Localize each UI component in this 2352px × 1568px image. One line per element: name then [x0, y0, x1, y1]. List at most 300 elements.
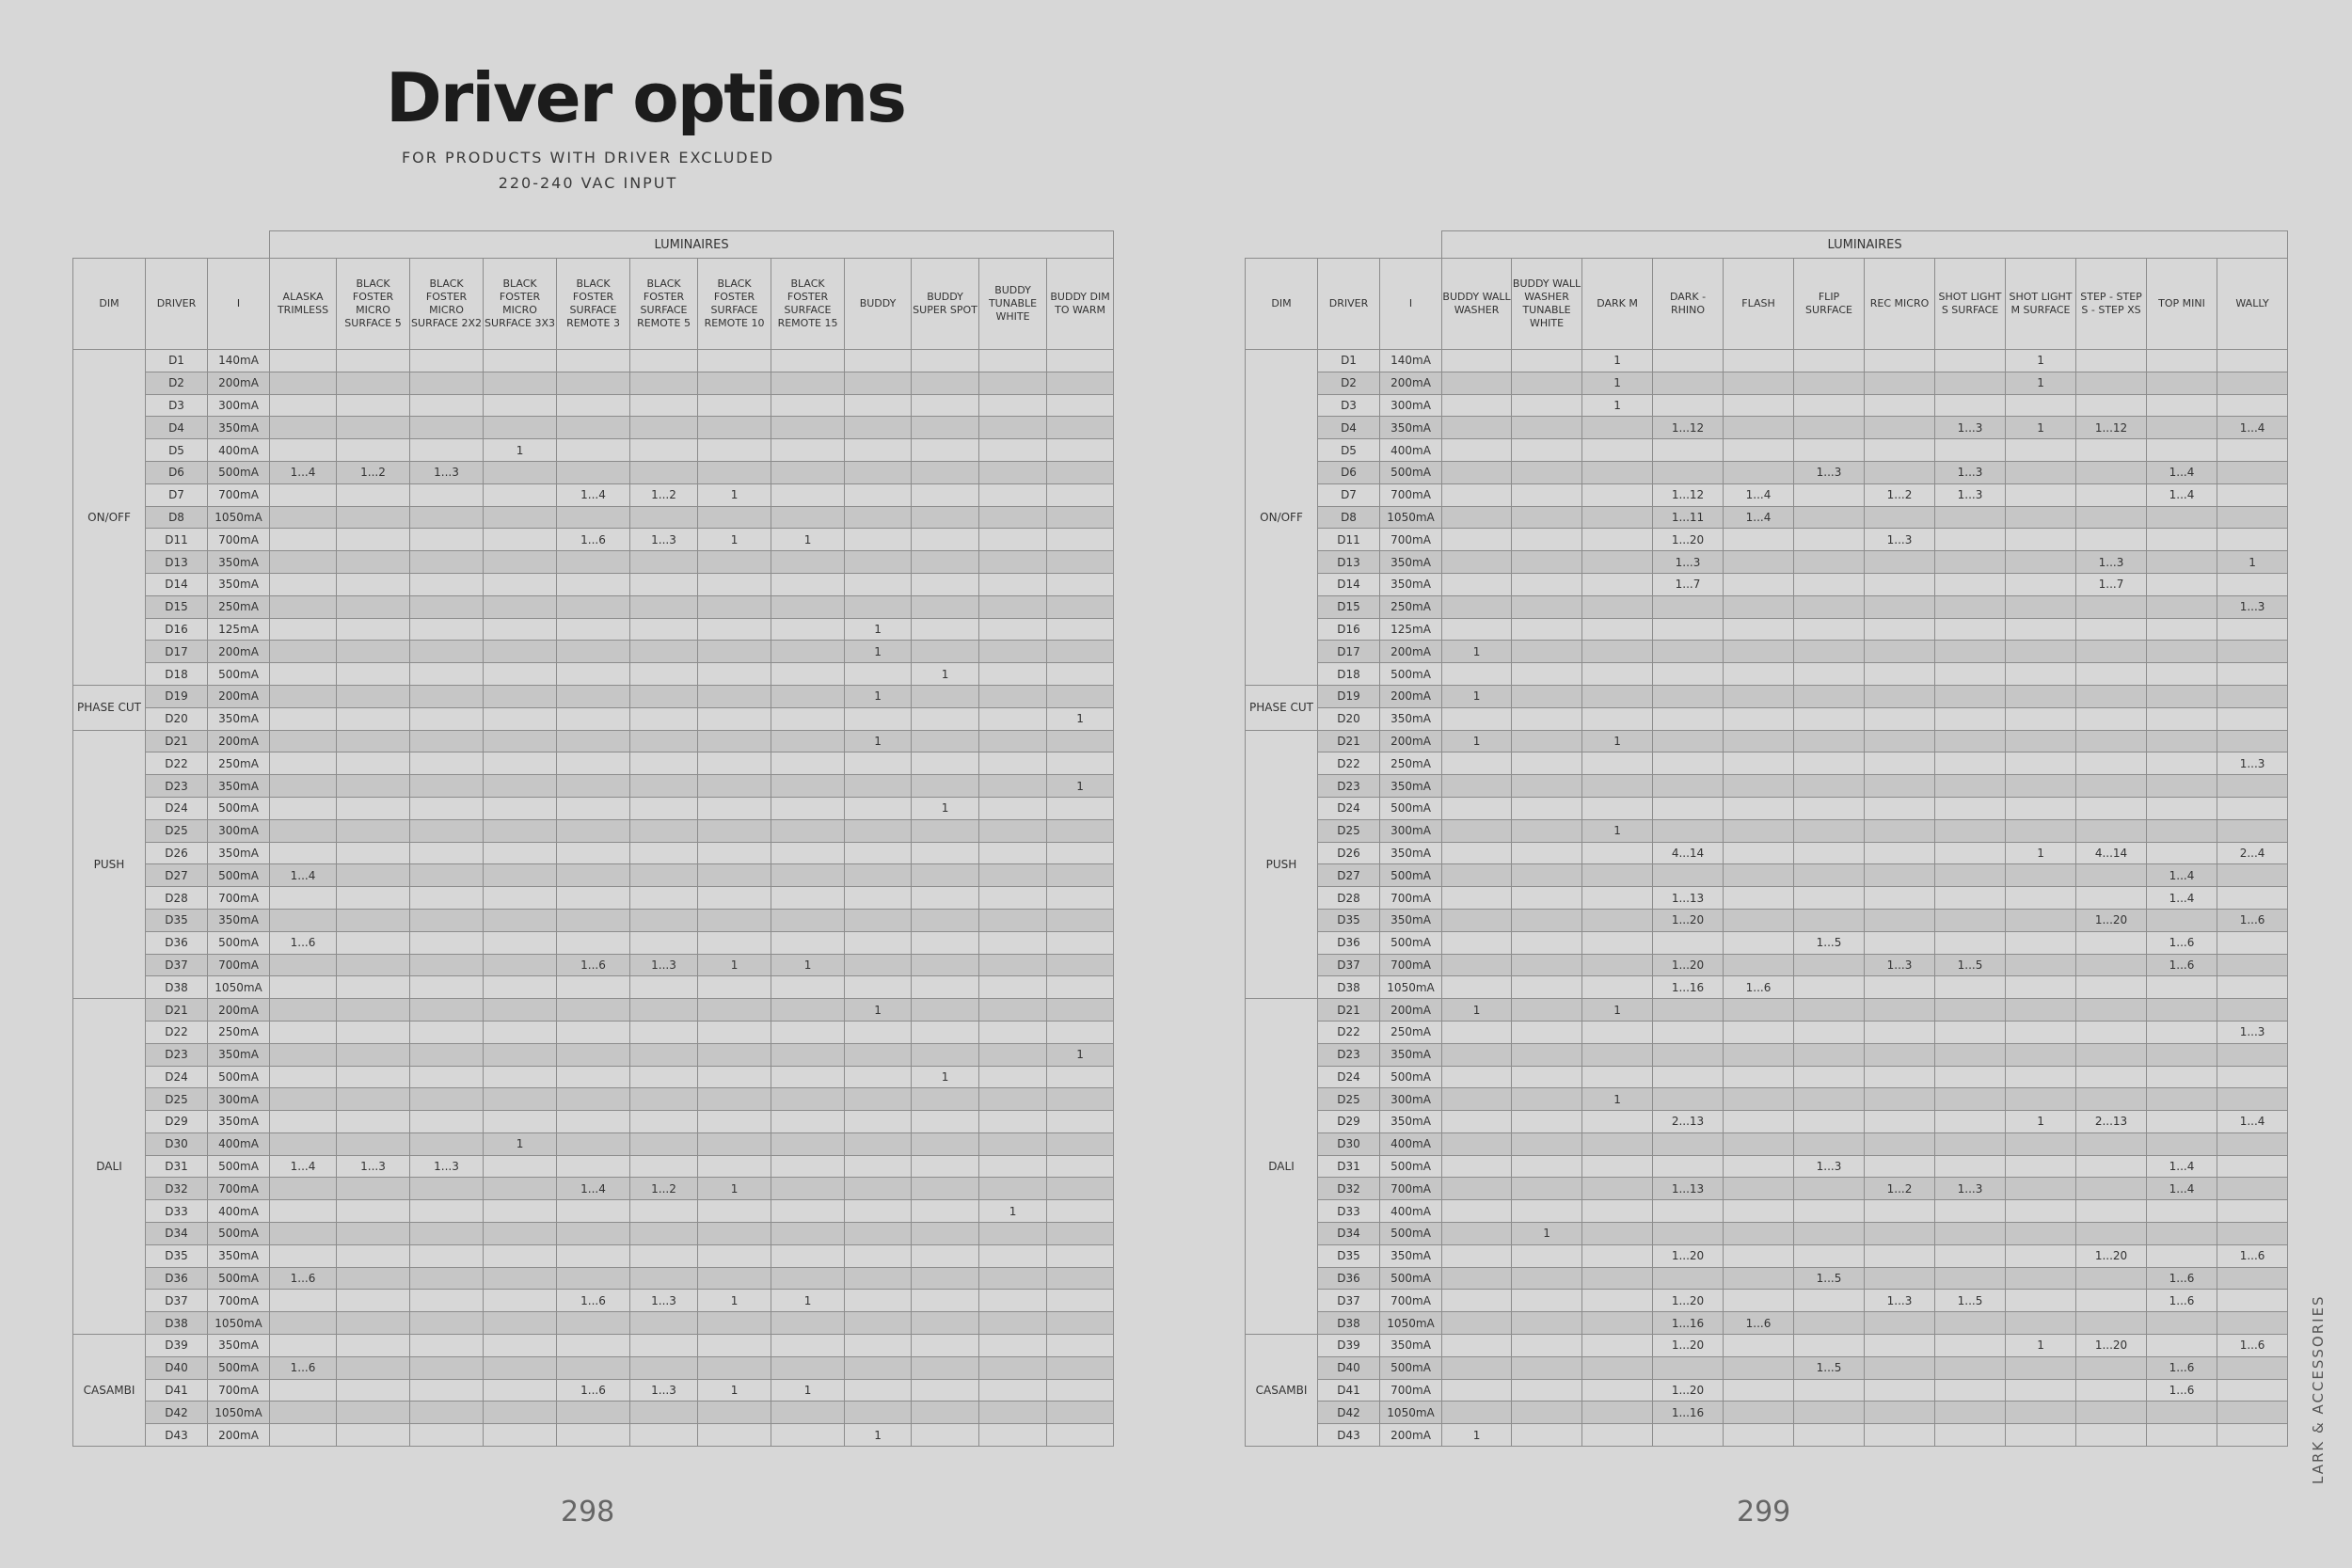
subtitle-products: FOR PRODUCTS WITH DRIVER EXCLUDED — [401, 149, 775, 166]
quantity-cell: 1...3 — [2076, 551, 2147, 574]
quantity-cell — [2006, 797, 2076, 819]
driver-code: D6 — [1318, 461, 1380, 483]
quantity-cell — [337, 1200, 410, 1223]
driver-current: 350mA — [208, 1043, 270, 1066]
quantity-cell — [1935, 707, 2006, 730]
quantity-cell — [484, 1178, 557, 1200]
quantity-cell — [2147, 1200, 2217, 1223]
quantity-cell — [912, 618, 979, 641]
quantity-cell — [270, 663, 337, 686]
quantity-cell — [698, 1066, 771, 1088]
driver-current: 200mA — [1380, 372, 1442, 394]
quantity-cell: 1 — [2006, 842, 2076, 864]
table-row — [1246, 1155, 2288, 1178]
table-row — [73, 954, 1114, 976]
driver-current: 700mA — [1380, 1290, 1442, 1312]
quantity-cell — [1582, 1402, 1653, 1424]
quantity-cell — [410, 775, 484, 798]
quantity-cell — [1047, 1111, 1114, 1133]
quantity-cell — [337, 529, 410, 551]
quantity-cell: 1 — [912, 797, 979, 819]
col-header-luminaire: SHOT LIGHT M SURFACE — [2006, 259, 2076, 350]
quantity-cell — [912, 775, 979, 798]
quantity-cell — [1512, 1424, 1582, 1447]
quantity-cell — [1047, 1335, 1114, 1357]
quantity-cell — [2147, 394, 2217, 417]
table-row — [1246, 864, 2288, 887]
quantity-cell — [1935, 1267, 2006, 1290]
driver-code: D22 — [146, 752, 208, 775]
quantity-cell — [2217, 529, 2288, 551]
quantity-cell — [630, 439, 698, 462]
quantity-cell — [2006, 1178, 2076, 1200]
quantity-cell — [2076, 819, 2147, 842]
quantity-cell — [771, 506, 845, 529]
quantity-cell — [2006, 663, 2076, 686]
quantity-cell: 1...3 — [2217, 752, 2288, 775]
quantity-cell — [1582, 506, 1653, 529]
quantity-cell — [1442, 1379, 1512, 1402]
table-row — [73, 1043, 1114, 1066]
quantity-cell — [1653, 618, 1724, 641]
quantity-cell — [912, 506, 979, 529]
quantity-cell — [1512, 707, 1582, 730]
table-row — [73, 999, 1114, 1022]
quantity-cell — [1442, 775, 1512, 798]
quantity-cell — [1442, 372, 1512, 394]
driver-code: D34 — [146, 1223, 208, 1245]
quantity-cell: 1 — [1442, 1424, 1512, 1447]
quantity-cell — [1865, 1379, 1935, 1402]
quantity-cell — [484, 1111, 557, 1133]
driver-code: D4 — [146, 417, 208, 439]
quantity-cell — [2076, 350, 2147, 372]
quantity-cell — [771, 864, 845, 887]
quantity-cell — [1047, 797, 1114, 819]
quantity-cell: 1...16 — [1653, 1312, 1724, 1335]
quantity-cell — [771, 439, 845, 462]
quantity-cell — [1653, 350, 1724, 372]
quantity-cell — [1047, 999, 1114, 1022]
quantity-cell — [337, 350, 410, 372]
quantity-cell — [1865, 1021, 1935, 1043]
quantity-cell — [1442, 1200, 1512, 1223]
quantity-cell — [630, 1356, 698, 1379]
quantity-cell — [557, 775, 630, 798]
quantity-cell — [484, 1312, 557, 1335]
quantity-cell — [270, 529, 337, 551]
quantity-cell — [1724, 1178, 1794, 1200]
quantity-cell — [912, 1379, 979, 1402]
quantity-cell — [484, 976, 557, 999]
quantity-cell — [2217, 976, 2288, 999]
table-row — [73, 529, 1114, 551]
quantity-cell — [484, 864, 557, 887]
quantity-cell — [1724, 1200, 1794, 1223]
quantity-cell — [1935, 1312, 2006, 1335]
quantity-cell — [337, 931, 410, 954]
quantity-cell — [1582, 707, 1653, 730]
driver-code: D27 — [146, 864, 208, 887]
quantity-cell — [771, 1244, 845, 1267]
quantity-cell — [1794, 439, 1865, 462]
quantity-cell: 1...20 — [1653, 1290, 1724, 1312]
driver-current: 350mA — [1380, 551, 1442, 574]
driver-code: D19 — [146, 685, 208, 707]
quantity-cell — [1794, 1223, 1865, 1245]
quantity-cell — [1047, 1088, 1114, 1111]
driver-current: 400mA — [1380, 1132, 1442, 1155]
table-row — [1246, 887, 2288, 910]
quantity-cell — [1047, 819, 1114, 842]
quantity-cell — [2147, 506, 2217, 529]
table-row — [1246, 529, 2288, 551]
quantity-cell — [337, 1356, 410, 1379]
quantity-cell — [912, 1088, 979, 1111]
quantity-cell — [1582, 1335, 1653, 1357]
quantity-cell — [557, 976, 630, 999]
quantity-cell — [698, 1356, 771, 1379]
quantity-cell — [557, 1312, 630, 1335]
quantity-cell — [1794, 1379, 1865, 1402]
quantity-cell — [2217, 954, 2288, 976]
driver-current: 300mA — [208, 1088, 270, 1111]
driver-current: 500mA — [1380, 1066, 1442, 1088]
driver-current: 500mA — [208, 1066, 270, 1088]
quantity-cell — [2217, 1267, 2288, 1290]
quantity-cell — [2076, 1424, 2147, 1447]
quantity-cell — [698, 730, 771, 752]
quantity-cell — [845, 864, 912, 887]
driver-current: 1050mA — [208, 976, 270, 999]
quantity-cell: 1...7 — [2076, 573, 2147, 595]
quantity-cell — [979, 976, 1047, 999]
quantity-cell — [1512, 1312, 1582, 1335]
quantity-cell — [337, 483, 410, 506]
quantity-cell — [1442, 1356, 1512, 1379]
quantity-cell: 1...3 — [630, 1290, 698, 1312]
quantity-cell — [484, 1424, 557, 1447]
quantity-cell — [1582, 417, 1653, 439]
quantity-cell — [630, 663, 698, 686]
quantity-cell — [270, 551, 337, 574]
driver-current: 200mA — [208, 1424, 270, 1447]
quantity-cell: 1 — [1582, 819, 1653, 842]
quantity-cell: 1...4 — [2147, 1178, 2217, 1200]
quantity-cell — [630, 1155, 698, 1178]
quantity-cell: 1...3 — [1653, 551, 1724, 574]
quantity-cell — [1582, 1356, 1653, 1379]
quantity-cell — [1047, 685, 1114, 707]
quantity-cell — [2076, 707, 2147, 730]
quantity-cell: 1 — [845, 618, 912, 641]
quantity-cell — [1512, 1132, 1582, 1155]
table-row — [1246, 663, 2288, 686]
quantity-cell — [410, 797, 484, 819]
quantity-cell — [1047, 350, 1114, 372]
quantity-cell — [1582, 909, 1653, 931]
quantity-cell — [2076, 954, 2147, 976]
quantity-cell — [2006, 506, 2076, 529]
quantity-cell — [2076, 372, 2147, 394]
driver-current: 350mA — [1380, 573, 1442, 595]
table-row — [1246, 1290, 2288, 1312]
table-row — [73, 1155, 1114, 1178]
quantity-cell — [410, 506, 484, 529]
quantity-cell — [2147, 797, 2217, 819]
quantity-cell — [2147, 1424, 2217, 1447]
quantity-cell — [2076, 999, 2147, 1022]
quantity-cell — [337, 707, 410, 730]
table-row — [73, 1178, 1114, 1200]
quantity-cell — [2217, 864, 2288, 887]
quantity-cell — [557, 685, 630, 707]
quantity-cell — [912, 372, 979, 394]
quantity-cell: 1...4 — [1724, 506, 1794, 529]
quantity-cell — [1047, 842, 1114, 864]
quantity-cell — [698, 506, 771, 529]
quantity-cell: 1...2 — [337, 461, 410, 483]
driver-current: 500mA — [208, 663, 270, 686]
quantity-cell — [630, 1335, 698, 1357]
quantity-cell — [1442, 1244, 1512, 1267]
quantity-cell: 1...4 — [2217, 417, 2288, 439]
table-row — [73, 931, 1114, 954]
quantity-cell — [1653, 707, 1724, 730]
quantity-cell — [1653, 1223, 1724, 1245]
quantity-cell — [630, 999, 698, 1022]
quantity-cell: 1...6 — [2147, 1290, 2217, 1312]
quantity-cell — [270, 1290, 337, 1312]
quantity-cell — [1653, 595, 1724, 618]
quantity-cell — [1935, 752, 2006, 775]
quantity-cell — [698, 864, 771, 887]
quantity-cell — [270, 350, 337, 372]
quantity-cell — [698, 1132, 771, 1155]
quantity-cell: 1 — [771, 529, 845, 551]
quantity-cell — [912, 819, 979, 842]
driver-code: D22 — [1318, 1021, 1380, 1043]
quantity-cell — [484, 417, 557, 439]
table-row — [1246, 730, 2288, 752]
driver-code: D23 — [146, 775, 208, 798]
quantity-cell — [912, 1200, 979, 1223]
quantity-cell — [1653, 1267, 1724, 1290]
quantity-cell — [630, 797, 698, 819]
quantity-cell — [2147, 707, 2217, 730]
quantity-cell — [771, 595, 845, 618]
quantity-cell — [698, 1111, 771, 1133]
quantity-cell — [557, 1043, 630, 1066]
quantity-cell — [410, 730, 484, 752]
quantity-cell — [2147, 752, 2217, 775]
quantity-cell — [337, 506, 410, 529]
quantity-cell — [771, 1043, 845, 1066]
quantity-cell — [557, 842, 630, 864]
quantity-cell — [698, 641, 771, 663]
quantity-cell — [1442, 439, 1512, 462]
quantity-cell — [1724, 1335, 1794, 1357]
quantity-cell — [1794, 887, 1865, 910]
quantity-cell — [270, 752, 337, 775]
quantity-cell — [410, 1132, 484, 1155]
quantity-cell — [845, 573, 912, 595]
quantity-cell: 1...6 — [270, 1356, 337, 1379]
quantity-cell — [2217, 1043, 2288, 1066]
quantity-cell: 1...2 — [630, 1178, 698, 1200]
quantity-cell — [1724, 663, 1794, 686]
driver-current: 500mA — [1380, 461, 1442, 483]
quantity-cell — [845, 417, 912, 439]
col-header-dim: DIM — [1246, 259, 1318, 350]
quantity-cell — [630, 1132, 698, 1155]
quantity-cell — [979, 685, 1047, 707]
quantity-cell — [1582, 1267, 1653, 1290]
quantity-cell — [270, 506, 337, 529]
quantity-cell — [337, 1066, 410, 1088]
driver-code: D8 — [1318, 506, 1380, 529]
quantity-cell — [698, 1244, 771, 1267]
col-header-luminaire: BUDDY DIM TO WARM — [1047, 259, 1114, 350]
quantity-cell — [1865, 707, 1935, 730]
quantity-cell — [557, 618, 630, 641]
quantity-cell — [2006, 819, 2076, 842]
quantity-cell — [1582, 439, 1653, 462]
table-row — [1246, 483, 2288, 506]
driver-code: D5 — [146, 439, 208, 462]
quantity-cell — [337, 1290, 410, 1312]
table-row — [1246, 461, 2288, 483]
quantity-cell — [1865, 663, 1935, 686]
quantity-cell: 1...12 — [1653, 417, 1724, 439]
quantity-cell — [698, 1312, 771, 1335]
quantity-cell — [270, 417, 337, 439]
quantity-cell — [845, 797, 912, 819]
quantity-cell — [557, 1200, 630, 1223]
quantity-cell — [1935, 1132, 2006, 1155]
quantity-cell — [484, 663, 557, 686]
quantity-cell — [1794, 1290, 1865, 1312]
quantity-cell — [1582, 1066, 1653, 1088]
dim-group-label: CASAMBI — [73, 1335, 146, 1447]
driver-code: D15 — [146, 595, 208, 618]
quantity-cell — [1047, 506, 1114, 529]
quantity-cell: 1 — [845, 685, 912, 707]
driver-code: D40 — [1318, 1356, 1380, 1379]
quantity-cell — [484, 1379, 557, 1402]
quantity-cell — [2076, 1267, 2147, 1290]
driver-code: D26 — [146, 842, 208, 864]
driver-code: D6 — [146, 461, 208, 483]
quantity-cell — [771, 999, 845, 1022]
quantity-cell — [1512, 618, 1582, 641]
quantity-cell — [1442, 1178, 1512, 1200]
driver-code: D36 — [146, 1267, 208, 1290]
quantity-cell — [1865, 887, 1935, 910]
driver-code: D26 — [1318, 842, 1380, 864]
table-row — [73, 1111, 1114, 1133]
driver-code: D25 — [146, 819, 208, 842]
quantity-cell — [557, 1424, 630, 1447]
driver-current: 300mA — [208, 394, 270, 417]
driver-current: 250mA — [208, 595, 270, 618]
quantity-cell — [2217, 775, 2288, 798]
quantity-cell — [1442, 506, 1512, 529]
driver-current: 250mA — [1380, 1021, 1442, 1043]
quantity-cell — [1512, 909, 1582, 931]
table-row — [73, 506, 1114, 529]
driver-current: 200mA — [208, 685, 270, 707]
quantity-cell — [1442, 350, 1512, 372]
quantity-cell — [410, 999, 484, 1022]
quantity-cell — [557, 551, 630, 574]
driver-current: 1050mA — [208, 1402, 270, 1424]
quantity-cell — [2147, 819, 2217, 842]
quantity-cell — [979, 1066, 1047, 1088]
driver-code: D38 — [146, 1312, 208, 1335]
driver-current: 300mA — [208, 819, 270, 842]
quantity-cell — [771, 551, 845, 574]
quantity-cell — [979, 1424, 1047, 1447]
quantity-cell: 1 — [771, 1290, 845, 1312]
quantity-cell: 1 — [698, 954, 771, 976]
driver-code: D24 — [1318, 797, 1380, 819]
quantity-cell: 1 — [1582, 999, 1653, 1022]
driver-code: D36 — [1318, 931, 1380, 954]
quantity-cell — [2217, 931, 2288, 954]
quantity-cell — [2076, 663, 2147, 686]
quantity-cell — [979, 663, 1047, 686]
driver-current: 700mA — [208, 1178, 270, 1200]
quantity-cell — [630, 842, 698, 864]
quantity-cell — [410, 595, 484, 618]
driver-current: 350mA — [208, 1111, 270, 1133]
quantity-cell: 1...4 — [2147, 483, 2217, 506]
quantity-cell — [1935, 976, 2006, 999]
quantity-cell — [698, 573, 771, 595]
quantity-cell — [2006, 529, 2076, 551]
driver-current: 350mA — [208, 1335, 270, 1357]
quantity-cell — [2217, 350, 2288, 372]
quantity-cell: 1 — [484, 1132, 557, 1155]
quantity-cell — [1724, 1424, 1794, 1447]
col-header-luminaire: BUDDY TUNABLE WHITE — [979, 259, 1047, 350]
quantity-cell: 1 — [845, 999, 912, 1022]
quantity-cell — [1794, 506, 1865, 529]
quantity-cell — [270, 976, 337, 999]
quantity-cell — [2217, 819, 2288, 842]
quantity-cell — [845, 461, 912, 483]
driver-code: D35 — [146, 909, 208, 931]
quantity-cell — [630, 909, 698, 931]
quantity-cell — [912, 1290, 979, 1312]
quantity-cell — [2217, 1178, 2288, 1200]
quantity-cell — [979, 1356, 1047, 1379]
quantity-cell — [979, 439, 1047, 462]
quantity-cell — [2147, 439, 2217, 462]
col-header-luminaire: BUDDY WALL WASHER — [1442, 259, 1512, 350]
table-row — [73, 775, 1114, 798]
quantity-cell — [2217, 1132, 2288, 1155]
quantity-cell — [1653, 752, 1724, 775]
quantity-cell — [1582, 529, 1653, 551]
quantity-cell — [1512, 483, 1582, 506]
quantity-cell — [1794, 775, 1865, 798]
quantity-cell — [2006, 1021, 2076, 1043]
quantity-cell — [979, 1178, 1047, 1200]
driver-current: 250mA — [1380, 595, 1442, 618]
quantity-cell — [410, 707, 484, 730]
